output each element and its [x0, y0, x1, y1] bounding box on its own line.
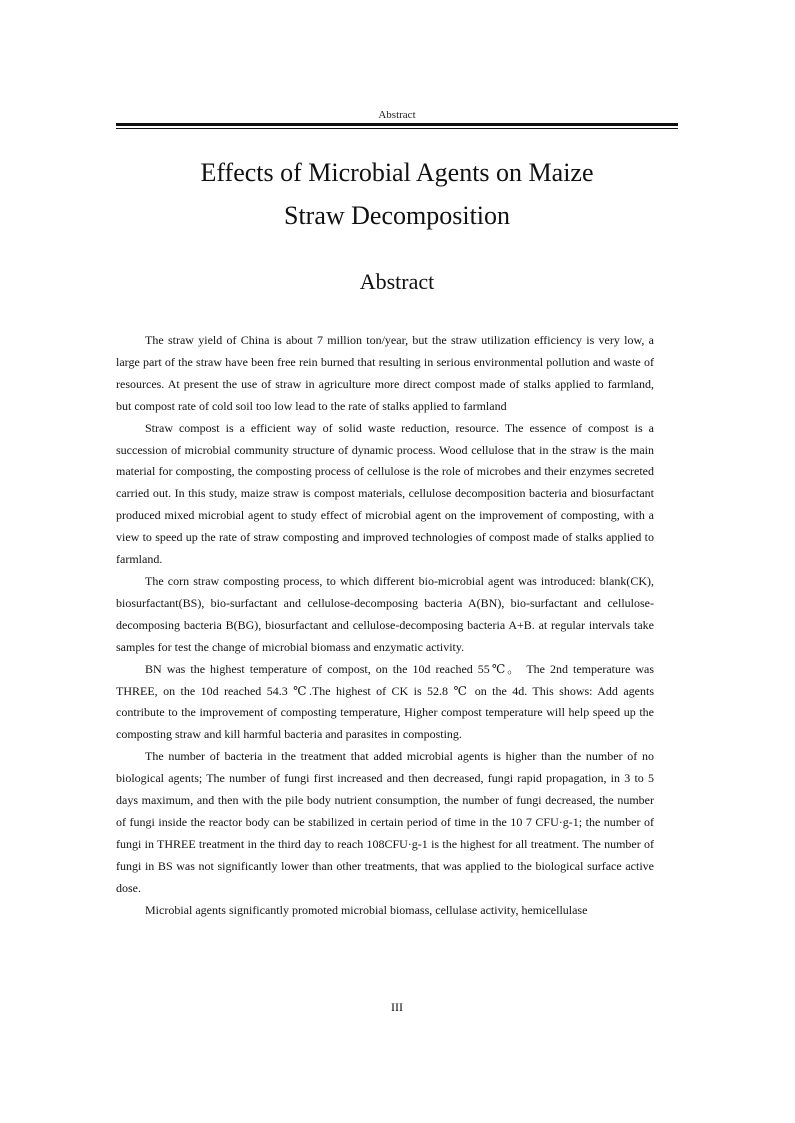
- abstract-body: [116, 330, 654, 921]
- page-number: III: [391, 1000, 403, 1014]
- abstract-paragraph: Microbial agents significantly promoted microbial biomass, cellulase activity, hemicellulase: [145, 902, 588, 917]
- thesis-title-line-2: Straw Decomposition: [283, 201, 511, 230]
- section-heading: Abstract: [359, 269, 435, 294]
- abstract-paragraph: The straw yield of China is about 7 million ton/year, but the straw utilization efficiency is very low, a large part of the straw have been free rein burned that resulting in serious environmental pollution and waste of resources. At present the use of straw in agriculture more direct compost made of stalks applied to farmland, but compost rate of cold soil too low lead to the rate of stalks applied to farmland: [116, 333, 654, 413]
- running-header: Abstract: [378, 109, 416, 121]
- abstract-paragraph: The number of bacteria in the treatment that added microbial agents is higher than the number of no biological agents; The number of fungi first increased and then decreased, fungi rapid propagation, in 3 to 5 days maximum, and then with the pile body nutrient consumption, the number of fungi decreased, the number of fungi inside the reactor body can be stabilized in certain period of time in the 10 7 CFU·g-1; the number of fungi in THREE treatment in the third day to reach 108CFU·g-1 is the highest for all treatment. The number of fungi in BS was not significantly lower than other treatments, that was applied to the biological surface active dose.: [116, 749, 654, 895]
- abstract-paragraph: Straw compost is a efficient way of solid waste reduction, resource. The essence of compost is a succession of microbial community structure of dynamic process. Wood cellulose that in the straw is the main material for composting, the composting process of cellulose is the role of microbes and their enzymes secreted carried out. In this study, maize straw is compost materials, cellulose decomposition bacteria and biosurfactant produced mixed microbial agent to study effect of microbial agent on the improvement of composting, with a view to speed up the rate of straw composting and improved technologies of compost made of stalks applied to farmland.: [116, 420, 654, 567]
- thesis-title-line-1: Effects of Microbial Agents on Maize: [200, 158, 594, 187]
- thesis-title: [116, 151, 678, 237]
- header-rule-thick: [116, 123, 678, 126]
- abstract-paragraph: BN was the highest temperature of compost, on the 10d reached 55℃。 The 2nd temperature was THREE, on the 10d reached 54.3 ℃.The highest of CK is 52.8 ℃ on the 4d. This shows: Add agents contribute to the improvement of composting temperature, Higher compost temperature will help speed up the composting straw and kill harmful bacteria and parasites in composting.: [116, 661, 654, 742]
- header-rule-thin: [116, 128, 678, 129]
- abstract-paragraph: The corn straw composting process, to which different bio-microbial agent was introduced: blank(CK), biosurfactant(BS), bio-surfactant and cellulose-decomposing bacteria A(BN), bio-surfactant and cellulose-decomposing bacteria B(BG), biosurfactant and cellulose-decomposing bacteria A+B. at regular intervals take samples for test the change of microbial biomass and enzymatic activity.: [116, 573, 654, 654]
